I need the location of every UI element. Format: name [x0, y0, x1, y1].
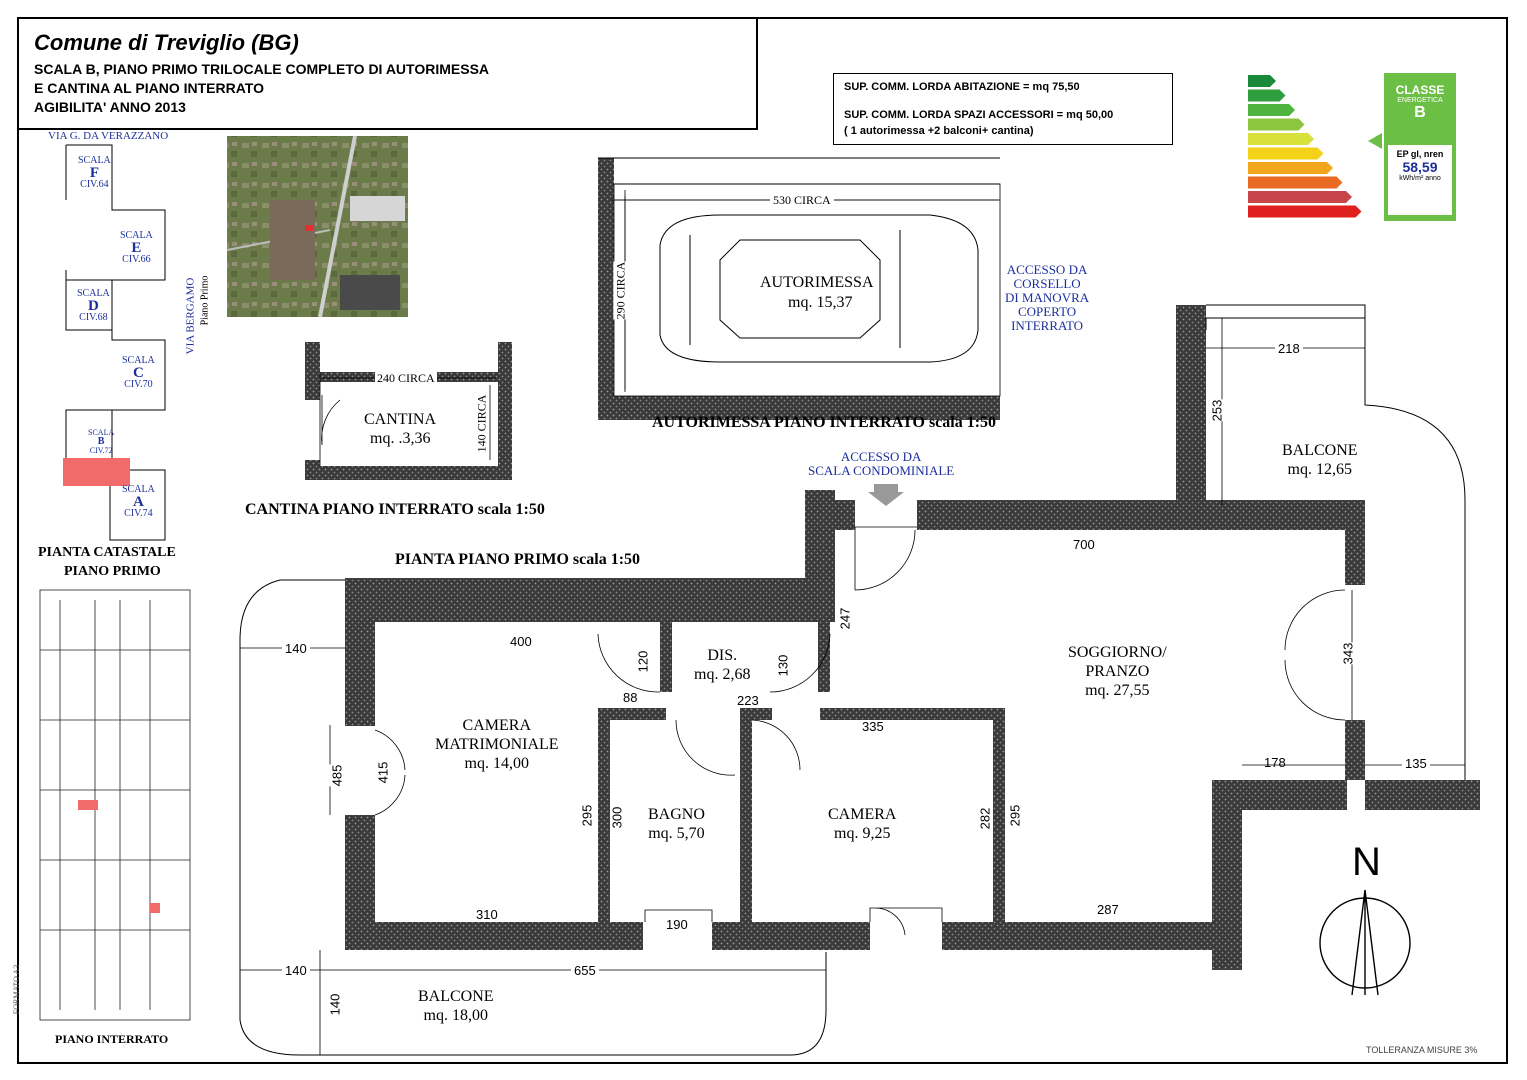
dim-223: 223: [737, 693, 759, 708]
room-bagno-name: BAGNO: [648, 806, 705, 823]
dim-253: 253: [1209, 399, 1225, 422]
keyplan-block-civ: CIV.68: [79, 312, 108, 323]
dim-88: 88: [623, 690, 638, 705]
keyplan-block-letter: B: [97, 436, 105, 447]
keyplan-block-letter: A: [132, 494, 144, 510]
cellar-depth: 140 CIRCA: [474, 394, 489, 453]
keyplan-block-scala: SCALA: [122, 484, 155, 495]
room-soggiorno-name2: PRANZO: [1085, 663, 1150, 680]
room-camera-matrimoniale-area: mq. 14,00: [464, 755, 529, 772]
keyplan-catastale: [63, 145, 165, 540]
room-camera-matrimoniale: [435, 716, 559, 773]
ep-label: EP gl, nren: [1396, 149, 1444, 159]
keyplan-block-scala: SCALA: [78, 155, 111, 166]
ep-unit: kWh/m² anno: [1399, 175, 1441, 182]
dim-190: 190: [666, 917, 688, 932]
keyplan-block-f: [78, 155, 111, 191]
energy-class-value: B: [1414, 104, 1426, 121]
energy-bar-5: [1248, 133, 1314, 145]
format-label: FORMATO A3: [12, 964, 22, 1015]
garage-name: AUTORIMESSA: [760, 274, 874, 291]
dim-343: 343: [1340, 642, 1356, 665]
room-soggiorno-name: SOGGIORNO/: [1068, 644, 1167, 661]
garage-area: mq. 15,37: [788, 294, 853, 311]
floor-side: Piano Primo: [199, 275, 211, 326]
energy-bar-6: [1248, 148, 1324, 160]
dim-310: 310: [476, 907, 498, 922]
energy-bar-9: [1248, 191, 1352, 203]
room-dis: [694, 646, 750, 684]
cellar-area: mq. .3,36: [370, 430, 431, 447]
garage-access-3: DI MANOVRA: [1005, 290, 1090, 305]
keyplan-block-scala: SCALA: [77, 288, 110, 299]
title-line-2: E CANTINA AL PIANO INTERRATO: [34, 80, 264, 96]
keyplan-block-c: [122, 355, 155, 391]
energy-class-sub: ENERGETICA: [1397, 97, 1443, 104]
keyplan-block-letter: D: [87, 298, 99, 314]
town-title: Comune di Treviglio (BG): [34, 30, 299, 55]
tolerance-note: TOLLERANZA MISURE 3%: [1366, 1045, 1478, 1055]
energy-bar-2: [1248, 90, 1286, 102]
dim-300: 300: [609, 806, 625, 829]
energy-bar-1: [1248, 75, 1276, 87]
north-letter: N: [1352, 840, 1381, 884]
energy-bar-4: [1248, 119, 1305, 131]
dim-135: 135: [1402, 756, 1430, 771]
room-balcone-s-area: mq. 18,00: [423, 1007, 488, 1024]
room-dis-area: mq. 2,68: [694, 666, 751, 683]
dim-415: 415: [375, 761, 391, 784]
room-balcone-s-name: BALCONE: [418, 988, 494, 1005]
dim-130: 130: [775, 654, 791, 677]
surface-accessori-note: ( 1 autorimessa +2 balconi+ cantina): [844, 125, 1034, 137]
street-side: VIA BERGAMO: [184, 277, 197, 355]
keyplan-block-civ: CIV.64: [80, 179, 109, 190]
keyplan-caption-2: PIANO PRIMO: [64, 564, 161, 579]
dim-485: 485: [329, 764, 345, 787]
room-camera-matrimoniale-name2: MATRIMONIALE: [435, 736, 559, 753]
room-camera: [828, 805, 896, 843]
keyplan-block-civ: CIV.72: [89, 446, 113, 455]
ep-value: 58,59: [1402, 159, 1438, 175]
street-top: VIA G. DA VERAZZANO: [48, 130, 169, 142]
cellar-name: CANTINA: [364, 411, 436, 428]
title-details: [34, 60, 489, 117]
dim-700: 700: [1073, 537, 1095, 552]
basement-caption: PIANO INTERRATO: [55, 1032, 169, 1046]
energy-bar-7: [1248, 162, 1333, 174]
aerial-photo: [227, 136, 408, 317]
garage-title: AUTORIMESSA PIANO INTERRATO scala 1:50: [652, 414, 997, 431]
keyplan-block-letter: C: [132, 365, 144, 381]
energy-pointer-icon: [1368, 133, 1382, 149]
garage-access-4: COPERTO: [1017, 304, 1077, 319]
room-bagno-area: mq. 5,70: [648, 825, 705, 842]
garage-access-5: INTERRATO: [1011, 318, 1084, 333]
garage-access-1: ACCESSO DA: [1006, 262, 1088, 277]
surface-abitazione: SUP. COMM. LORDA ABITAZIONE = mq 75,50: [844, 81, 1080, 93]
title-line-3: AGIBILITA' ANNO 2013: [34, 99, 186, 115]
dim-295-right: 295: [1007, 804, 1023, 827]
keyplan-block-civ: CIV.70: [124, 379, 153, 390]
room-balcone-ne: [1282, 441, 1358, 479]
dim-282: 282: [977, 807, 993, 830]
dim-140-bottom: 140: [282, 963, 310, 978]
room-camera-name: CAMERA: [828, 806, 897, 823]
room-soggiorno-area: mq. 27,55: [1085, 682, 1150, 699]
keyplan-block-civ: CIV.66: [122, 254, 151, 265]
plan-access-1: ACCESSO DA: [840, 449, 922, 464]
dim-247: 247: [837, 607, 853, 630]
north-arrow: [1320, 890, 1410, 995]
room-camera-area: mq. 9,25: [834, 825, 891, 842]
room-dis-name: DIS.: [707, 647, 738, 664]
dim-120: 120: [635, 650, 651, 673]
surfaces-box: [833, 73, 1173, 145]
surface-accessori: SUP. COMM. LORDA SPAZI ACCESSORI = mq 50,00: [844, 109, 1114, 121]
keyplan-block-letter: F: [89, 165, 99, 181]
cellar-width: 240 CIRCA: [377, 371, 435, 385]
entrance-arrow: [868, 484, 904, 506]
keyplan-caption-1: PIANTA CATASTALE: [38, 545, 176, 560]
energy-bar-3: [1248, 104, 1295, 116]
keyplan-block-civ: CIV.74: [124, 508, 153, 519]
keyplan-basement: [40, 590, 190, 1020]
cellar-title: CANTINA PIANO INTERRATO scala 1:50: [245, 501, 545, 518]
keyplan-block-scala: SCALA: [122, 355, 155, 366]
plan-title: PIANTA PIANO PRIMO scala 1:50: [395, 551, 641, 568]
energy-class-badge: [1384, 73, 1456, 221]
dim-655: 655: [571, 963, 599, 978]
keyplan-block-b: [88, 428, 114, 455]
keyplan-block-e: [120, 230, 153, 266]
dim-218: 218: [1275, 341, 1303, 356]
energy-scale: [1248, 75, 1362, 218]
dim-140-top: 140: [282, 641, 310, 656]
room-balcone-ne-name: BALCONE: [1282, 442, 1358, 459]
room-balcone-s: [418, 987, 494, 1025]
garage-access: [1005, 263, 1089, 333]
garage-access-2: CORSELLO: [1013, 276, 1081, 291]
dim-287: 287: [1097, 902, 1119, 917]
dim-140-side: 140: [327, 993, 343, 1016]
room-bagno: [648, 805, 705, 843]
keyplan-block-scala: SCALA: [88, 428, 115, 437]
energy-bar-8: [1248, 177, 1343, 189]
garage-depth: 290 CIRCA: [613, 261, 628, 320]
dim-178: 178: [1264, 755, 1286, 770]
room-soggiorno: [1068, 643, 1167, 700]
garage-width: 530 CIRCA: [770, 193, 834, 208]
energy-class-title: CLASSE: [1395, 83, 1445, 97]
dim-335: 335: [862, 719, 884, 734]
keyplan-block-scala: SCALA: [120, 230, 153, 241]
energy-bar-10: [1248, 206, 1362, 218]
keyplan-block-d: [77, 288, 110, 324]
dim-400: 400: [510, 634, 532, 649]
room-camera-matrimoniale-name: CAMERA: [462, 717, 531, 734]
dim-295-left: 295: [579, 804, 595, 827]
plan-access-2: SCALA CONDOMINIALE: [808, 463, 955, 478]
title-line-1: SCALA B, PIANO PRIMO TRILOCALE COMPLETO DI AUTORIMESSA: [34, 61, 490, 77]
keyplan-block-a: [122, 484, 155, 520]
keyplan-block-letter: E: [131, 240, 142, 256]
room-balcone-ne-area: mq. 12,65: [1287, 461, 1352, 478]
plan-access: [808, 450, 954, 478]
